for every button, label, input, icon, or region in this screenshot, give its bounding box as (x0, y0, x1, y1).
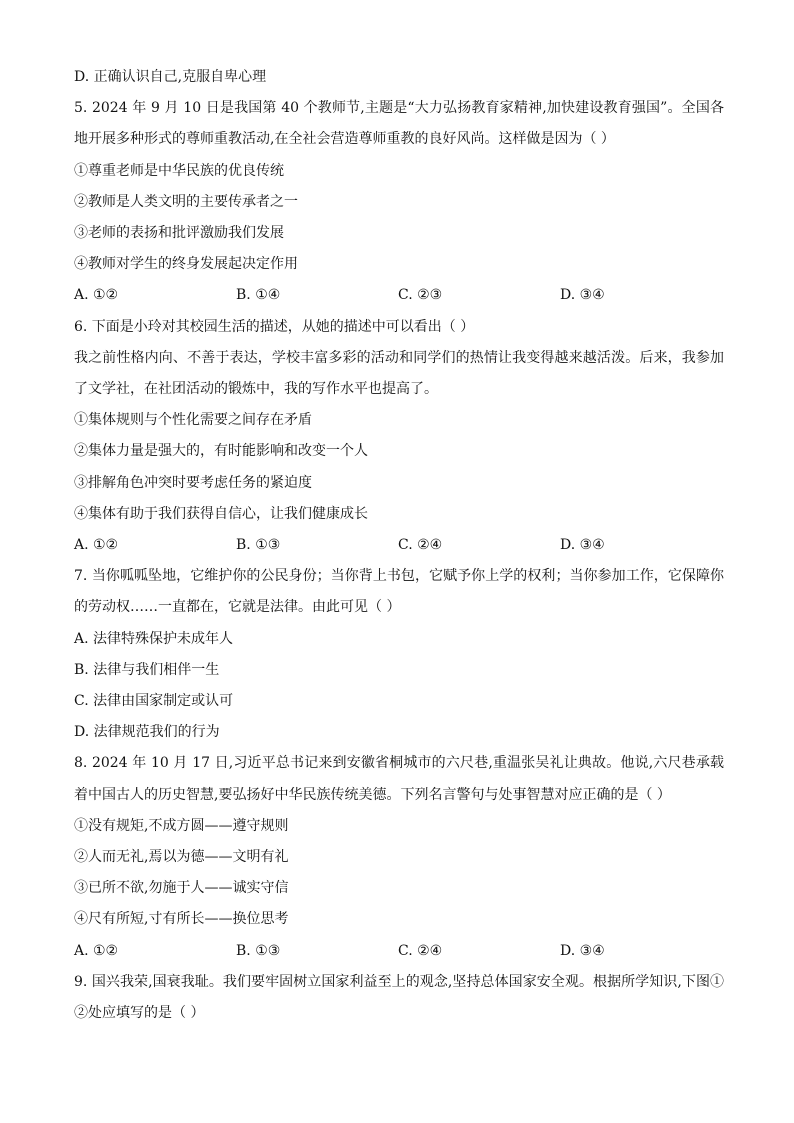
statement: ②教师是人类文明的主要传承者之一 (74, 193, 298, 210)
option-c: C. ②④ (398, 942, 443, 959)
statement: ④尺有所短,寸有所长——换位思考 (74, 911, 289, 928)
choice-d: D. 法律规范我们的行为 (74, 724, 220, 741)
question-passage: 我之前性格内向、不善于表达，学校丰富多彩的活动和同学们的热情让我变得越来越活泼。后来，我参加了文学社，在社团活动的锻炼中，我的写作水平也提高了。 (74, 349, 724, 398)
statement: ②人而无礼,焉以为德——文明有礼 (74, 849, 289, 866)
statement: ①没有规矩,不成方圆——遵守规则 (74, 817, 289, 834)
statement: ④集体有助于我们获得自信心，让我们健康成长 (74, 505, 368, 522)
question-7 (74, 561, 724, 748)
answer-options (74, 936, 724, 967)
statement: ③已所不欲,勿施于人——诚实守信 (74, 880, 289, 897)
question-stem: 9. 国兴我荣,国衰我耻。我们要牢固树立国家利益至上的观念,坚持总体国家安全观。根据所学知识,下图①②处应填写的是（ ） (74, 973, 724, 1022)
answer-options (74, 280, 724, 311)
option-a: A. ①② (74, 942, 119, 959)
statement: ②集体力量是强大的，有时能影响和改变一个人 (74, 443, 368, 460)
statement: ③排解角色冲突时要考虑任务的紧迫度 (74, 474, 312, 491)
statement: ①尊重老师是中华民族的优良传统 (74, 162, 284, 179)
option-c: C. ②④ (398, 537, 443, 554)
question-8 (74, 748, 724, 966)
option-b: B. ①③ (236, 537, 281, 554)
exam-page (74, 62, 724, 1029)
choice-c: C. 法律由国家制定或认可 (74, 693, 234, 710)
option-a: A. ①② (74, 287, 119, 304)
option-d: D. ③④ (560, 537, 605, 554)
choice-a: A. 法律特殊保护未成年人 (74, 630, 234, 647)
statement: ④教师对学生的终身发展起决定作用 (74, 256, 298, 273)
answer-options (74, 530, 724, 561)
question-5 (74, 93, 724, 311)
option-b: B. ①④ (236, 287, 281, 304)
question-stem: 8. 2024 年 10 月 17 日,习近平总书记来到安徽省桐城市的六尺巷,重温张吴礼让典故。他说,六尺巷承载着中国古人的历史智慧,要弘扬好中华民族传统美德。下列名言警句与处事智慧对应正确的是（ ） (74, 755, 724, 803)
option-d: D. ③④ (560, 287, 605, 304)
statement: ③老师的表扬和批评激励我们发展 (74, 225, 284, 242)
option-b: B. ①③ (236, 942, 281, 959)
question-stem: 7. 当你呱呱坠地，它维护你的公民身份；当你背上书包，它赋予你上学的权利；当你参加工作，它保障你的劳动权……一直都在，它就是法律。由此可见（ ） (74, 568, 724, 616)
choice-b: B. 法律与我们相伴一生 (74, 661, 220, 678)
statement: ①集体规则与个性化需要之间存在矛盾 (74, 412, 312, 429)
question-6 (74, 312, 724, 562)
option-d: D. ③④ (560, 942, 605, 959)
option-a: A. ①② (74, 537, 119, 554)
question-9 (74, 967, 724, 1029)
question-stem: 6. 下面是小玲对其校园生活的描述，从她的描述中可以看出（ ） (74, 318, 475, 335)
question-stem: 5. 2024 年 9 月 10 日是我国第 40 个教师节,主题是“大力弘扬教育家精神,加快建设教育强国”。全国各地开展多种形式的尊师重教活动,在全社会营造尊师重教的良好风尚。这样做是因为（ ） (74, 100, 724, 148)
q4-option-d: D. 正确认识自己,克服自卑心理 (74, 69, 267, 85)
option-c: C. ②③ (398, 287, 443, 304)
